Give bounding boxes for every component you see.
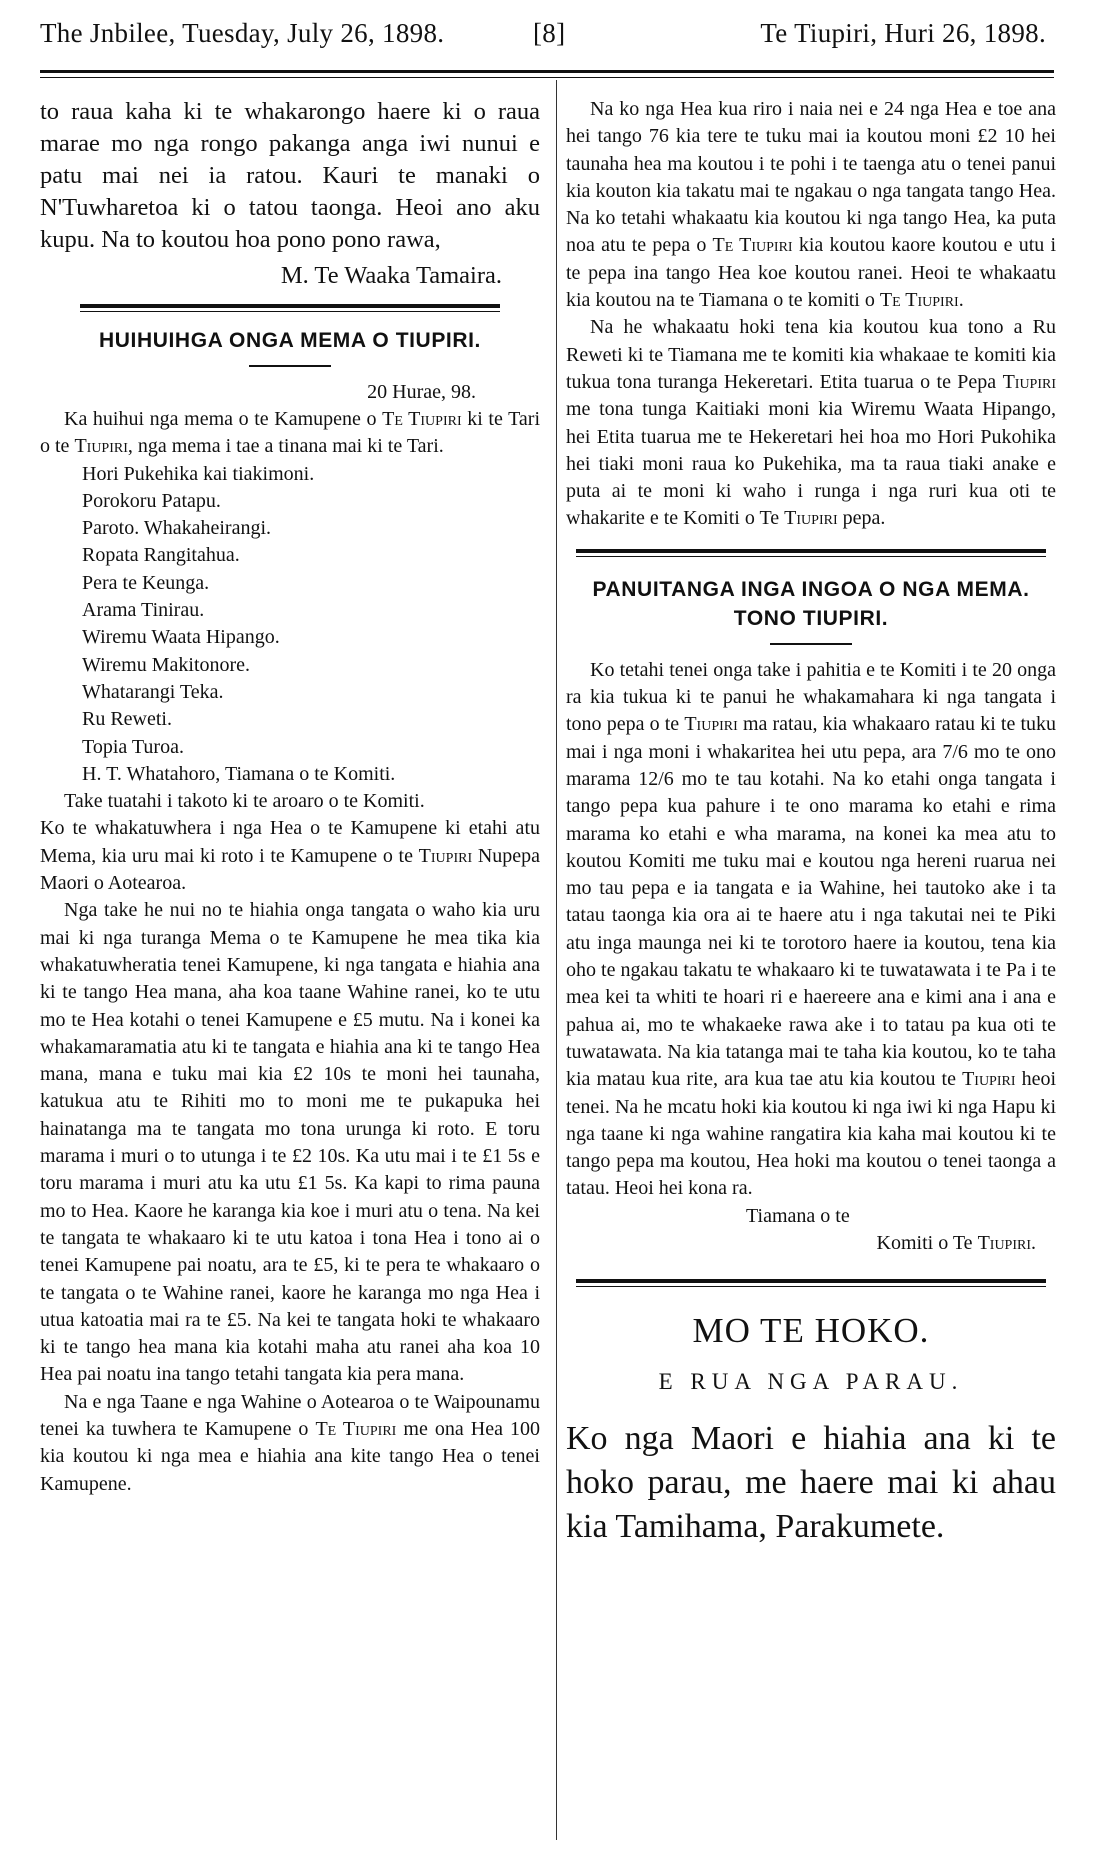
paper-name: Tiupiri (418, 844, 473, 867)
member-name: H. T. Whatahoro, Tiamana o te Komiti. (82, 762, 396, 785)
header-right-title: Te Tiupiri, Huri 26, 1898. (760, 18, 1046, 48)
column-divider (556, 80, 557, 1840)
member-name: Whatarangi Teka. (82, 680, 224, 703)
member-name: Ropata Rangitahua. (82, 544, 240, 567)
advert-subtitle: E RUA NGA PARAU. (658, 1368, 964, 1394)
opening-paragraph: Ko te whakatuwhera i nga Hea o te Kamupene ki etahi atu Mema, kia uru mai ki roto i te Kamupene o te Tiupiri Nupepa Maori o Aotearoa. (40, 817, 541, 895)
section-rule (576, 549, 1046, 557)
member-name: Paroto. Whakaheirangi. (82, 517, 272, 540)
paper-name: Tiupiri (684, 713, 738, 736)
continuation-paragraph: to raua kaha ki te whakarongo haere ki o raua marae mo nga rongo pakanga anga iwi nunui e patu mai nei ia ratou. Kauri te manaki o N'Tuwharetoa ki o tatou taonga. Heoi ano aku kupu. Na to koutou hoa pono pono rawa, (40, 98, 540, 253)
shares-remaining-paragraph: Na ko nga Hea kua riro i naia nei e 24 nga Hea e toe ana hei tango 76 kia tere te tuku mai ia koutou moni £2 10 hei taunaha hea ma koutou i te pohi i te taenga atu o tenei panui kia kouton kia takatu mai te ngakau o nga tangata tango Hea. Na ko tetahi whakaatu kia koutou ki nga tango Hea, ka puta noa atu te pepa o Te Tiupiri kia koutou kaore koutou e utu i te pepa ina tango Hea koe koutou ranei. Heoi te whakaatu kia koutou na te Tiamana o te komiti o Te Tiupiri. (566, 98, 1057, 312)
paper-name: Tiupiri. (977, 1231, 1036, 1254)
right-column (566, 96, 1056, 1549)
first-business: Take tuatahi i takoto ki te aroaro o te Komiti. (64, 790, 425, 813)
paper-name: Tiupiri, (74, 435, 133, 458)
header-rule-thick (40, 70, 1054, 73)
member-name: Porokoru Patapu. (82, 489, 221, 512)
paper-name: Te Tiupiri (315, 1417, 397, 1440)
member-name: Topia Turoa. (82, 735, 184, 758)
paper-name: Tiupiri (784, 507, 838, 530)
notice-body: Ko tetahi tenei onga take i pahitia e te Komiti i te 20 onga ra kia tukua ki te panui he whakamahara ki nga tangata i tono pepa o te Tiupiri ma ratau, kia whakaaro ratau ki te tuku mai i nga moni i whakaritea hei utu pepa, ara 7/6 mo te ono marama 12/6 mo te tau kotahi. Na ko etahi onga tangata i tango pepa kua pahure i te ono marama ko etahi e rima marama ko etahi e wha marama, na konei ka mea atu to koutou Komiti me tuku mai e koutou nga hereni ruarua nei mo tau pepa e ia tangata e ia Wahine, hei tautoko ake i ta tatau taonga kia ora ai te haere atu i nga takutai nei te Piki atu inga maunga nei ki te torotoro haere ia koutou, tena kia oho te ngakau takatu te whakaaro ki te tuwatawata i te Pa i te mea kei ta whiti te hoari ri e haereere ana e kimi ana i ana e pahua ai, mo te whakaeke rawa ake i to tatau pa kua oti te tuwatawata. Na kia tatanga mai te taha kia koutou, ko te taha kia matau kua rite, ara kua tae atu kia koutou te Tiupiri heoi tenei. Na he mcatu hoki kia koutou ki nga iwi ki nga Hapu ki nga taane ki nga wahine rangatira kia kaha mai koutou ki te tango pepa ma koutou, Hea hoki ma koutou o tenei taonga a tatau. Heoi hei kona ra. (566, 658, 1057, 1200)
header-rule-thin (40, 77, 1054, 78)
left-column (40, 96, 540, 1498)
heading-short-rule (770, 643, 852, 645)
notice-signoff-title: Tiamana o te (746, 1204, 850, 1227)
page-number: [8] (533, 18, 566, 48)
paper-name: Tiupiri (962, 1068, 1016, 1091)
paper-name: Te Tiupiri. (879, 289, 964, 312)
advert-text: Ko nga Maori e hiahia ana ki te hoko parau, me haere mai ki ahau kia Tamihama, Parakumete. (566, 1419, 1056, 1545)
member-name: Wiremu Waata Hipango. (82, 626, 280, 649)
meeting-intro: Ka huihui nga mema o te Kamupene o Te Tiupiri ki te Tari o te Tiupiri, nga mema i tae a tinana mai ki te Tari. (40, 408, 541, 458)
paper-name: Te Tiupiri (382, 408, 462, 430)
section-rule (576, 1279, 1046, 1287)
shares-paragraph: Nga take he nui no te hiahia onga tangata o waho kia uru mai ki nga turanga Mema o te Kamupene he mea tika kia whakatuwheratia tenei Kamupene, ki nga tangata e hiahia ana ki te tango Hea mana, aha koa taane Wahine ranei, ko te utu mo te Hea kotahi o tenei Kamupene e £5 mutu. Na i konei ka whakamaramatia atu ki te tangata e hiahia ana ki te tango Hea mana, mana e tuku mai kia £2 10s te moni hei taunaha, katukua atu te Rihiti mo to moni me te pukapuka hei hainatanga ma te tangata mo tona urunga ki roto. E toru marama i muri o to utunga i te £2 10s. Ka utu mai i te £1 5s e toru marama i muri atu ka utu £1 5s. Ka kapi to rima pauna mo to Hea. Kaore he karanga kia koe i muri atu o tena. Na kei te tangata te whakaaro ki te utu katoa i tona Hea i tono ai o tenei Kamupene pai noatu, ara te £5, ki te pera te whakaaro o te tangata o te Wahine ranei, kaore he karanga mo nga Hea i utua katoatia mai ra te £5. Na kei te tangata hoki te whakaaro ki te tango hea mana kia kotahi maha atu ranei aha koa 10 Hea pai noatu ina tango tetahi tangata kia pera mana. (40, 899, 540, 1386)
member-name: Ru Reweti. (82, 708, 172, 731)
notice-heading: PANUITANGA INGA INGOA O NGA MEMA. TONO TIUPIRI. (592, 577, 1030, 630)
paper-name: Tiupiri (1002, 370, 1056, 393)
member-name: Pera te Keunga. (82, 571, 210, 594)
member-name: Arama Tinirau. (82, 599, 205, 622)
notice-signoff-committee: Komiti o Te Tiupiri. (876, 1231, 1036, 1254)
heading-short-rule (249, 365, 331, 367)
secretary-paragraph: Na he whakaatu hoki tena kia koutou kua tono a Ru Reweti ki te Tiamana me te komiti kia whakaae te komiti kia tukua tona turanga Hekeretari. Etita tuarua o te Pepa Tiupiri me tona tunga Kaitiaki moni kia Wiremu Waata Hipango, hei Etita tuarua me te Hekeretari hei hoa mo Hori Pukohika hei tiaki moni raua ko Pukehika, ma ta raua tiaki anake e puta ai te moni ki waho i runga i nga ruri kua oti te whakarite e te Komiti o Te Tiupiri pepa. (566, 316, 1056, 530)
member-name: Hori Pukehika kai tiakimoni. (82, 462, 315, 485)
meeting-date: 20 Hurae, 98. (367, 381, 476, 403)
letter-signature: M. Te Waaka Tamaira. (280, 262, 502, 289)
paper-name: Te Tiupiri (712, 234, 793, 257)
member-name: Wiremu Makitonore. (82, 653, 251, 676)
section-rule (80, 304, 500, 312)
meeting-heading: HUIHUIHGA ONGA MEMA O TIUPIRI. (99, 329, 481, 352)
header-left-title: The Jnbilee, Tuesday, July 26, 1898. (40, 18, 445, 48)
members-list (40, 461, 540, 789)
advert-title: MO TE HOKO. (692, 1310, 930, 1350)
closing-paragraph: Na e nga Taane e nga Wahine o Aotearoa o te Waipounamu tenei ka tuwhera te Kamupene o Te Tiupiri me ona Hea 100 kia koutou ki nga mea e hiahia ana kite tango Hea o tenei Kamupene. (40, 1390, 541, 1495)
